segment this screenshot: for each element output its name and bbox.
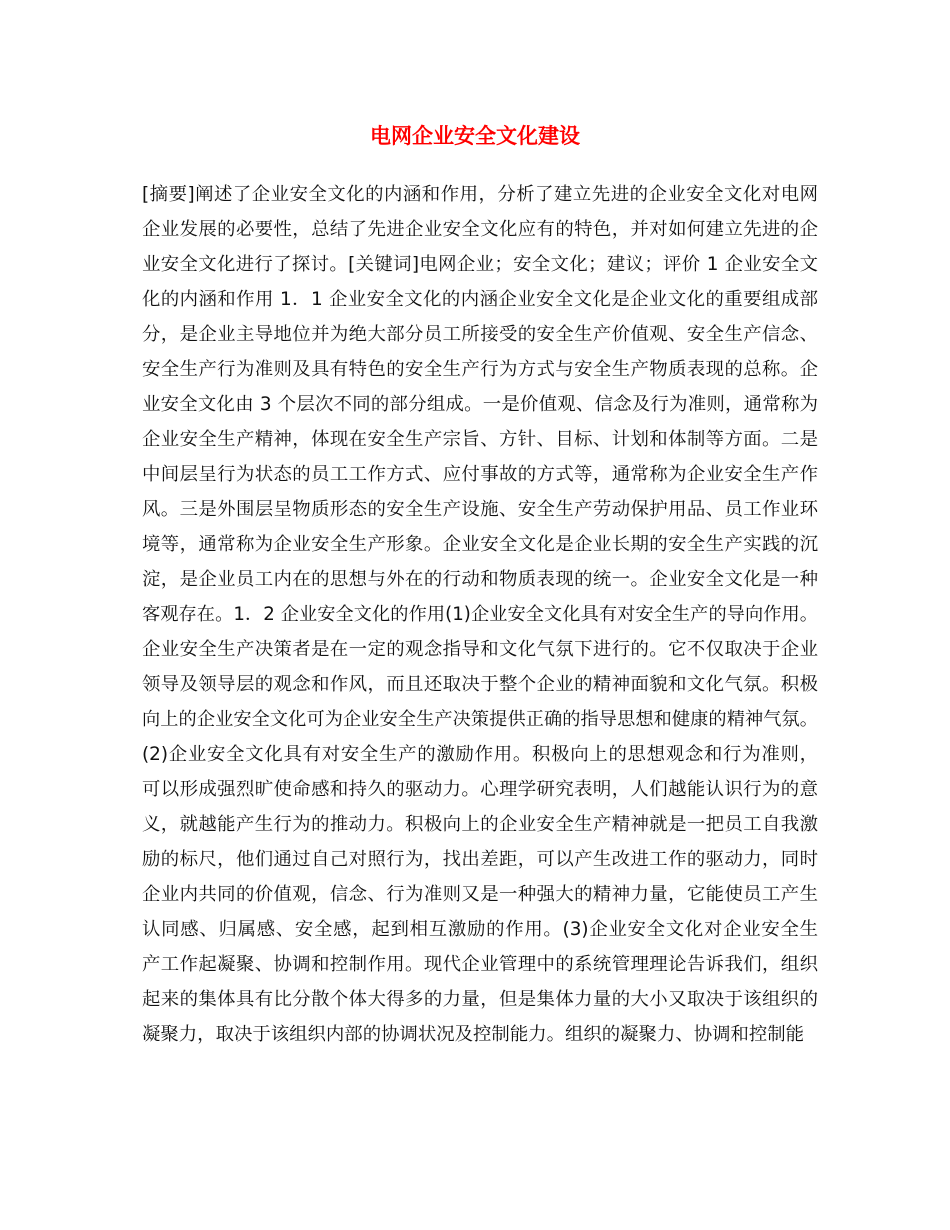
body-line: (2)企业安全文化具有对安全生产的激励作用。积极向上的思想观念和行为准则，: [142, 744, 818, 765]
body-line: 义，就越能产生行为的推动力。积极向上的企业安全生产精神就是一把员工自我激: [142, 814, 818, 835]
body-line: 安全生产行为准则及具有特色的安全生产行为方式与安全生产物质表现的总称。企: [142, 359, 818, 380]
body-line: 企业安全生产决策者是在一定的观念指导和文化气氛下进行的。它不仅取决于企业: [142, 639, 818, 660]
body-line: 产工作起凝聚、协调和控制作用。现代企业管理中的系统管理理论告诉我们，组织: [142, 954, 818, 975]
body-line: 境等，通常称为企业安全生产形象。企业安全文化是企业长期的安全生产实践的沉: [142, 534, 818, 555]
body-line: 凝聚力，取决于该组织内部的协调状况及控制能力。组织的凝聚力、协调和控制能: [142, 1024, 805, 1045]
body-line: 企业安全生产精神，体现在安全生产宗旨、方针、目标、计划和体制等方面。二是: [142, 429, 818, 450]
body-line: 客观存在。1．2 企业安全文化的作用(1)企业安全文化具有对安全生产的导向作用。: [142, 604, 818, 625]
body-line: 业安全文化进行了探讨。[关键词]电网企业；安全文化；建议；评价 1 企业安全文: [142, 254, 818, 275]
body-line: [摘要]阐述了企业安全文化的内涵和作用，分析了建立先进的企业安全文化对电网: [142, 184, 818, 205]
document-title: 电网企业安全文化建设: [370, 124, 580, 148]
body-line: 起来的集体具有比分散个体大得多的力量，但是集体力量的大小又取决于该组织的: [142, 989, 818, 1010]
body-line: 向上的企业安全文化可为企业安全生产决策提供正确的指导思想和健康的精神气氛。: [142, 709, 818, 730]
document-body: [142, 177, 818, 1052]
body-line: 淀，是企业员工内在的思想与外在的行动和物质表现的统一。企业安全文化是一种: [142, 569, 818, 590]
body-line: 认同感、归属感、安全感，起到相互激励的作用。(3)企业安全文化对企业安全生: [142, 919, 818, 940]
body-line: 中间层呈行为状态的员工工作方式、应付事故的方式等，通常称为企业安全生产作: [142, 464, 818, 485]
body-line: 企业发展的必要性，总结了先进企业安全文化应有的特色，并对如何建立先进的企: [142, 219, 818, 240]
body-line: 领导及领导层的观念和作风，而且还取决于整个企业的精神面貌和文化气氛。积极: [142, 674, 818, 695]
body-line: 企业内共同的价值观，信念、行为准则又是一种强大的精神力量，它能使员工产生: [142, 884, 818, 905]
body-line: 分，是企业主导地位并为绝大部分员工所接受的安全生产价值观、安全生产信念、: [142, 324, 818, 345]
body-line: 风。三是外围层呈物质形态的安全生产设施、安全生产劳动保护用品、员工作业环: [142, 499, 818, 520]
body-line: 可以形成强烈旷使命感和持久的驱动力。心理学研究表明，人们越能认识行为的意: [142, 779, 818, 800]
body-line: 业安全文化由 3 个层次不同的部分组成。一是价值观、信念及行为准则，通常称为: [142, 394, 818, 415]
body-line: 化的内涵和作用 1．1 企业安全文化的内涵企业安全文化是企业文化的重要组成部: [142, 289, 818, 310]
body-line: 励的标尺，他们通过自己对照行为，找出差距，可以产生改进工作的驱动力，同时: [142, 849, 818, 870]
